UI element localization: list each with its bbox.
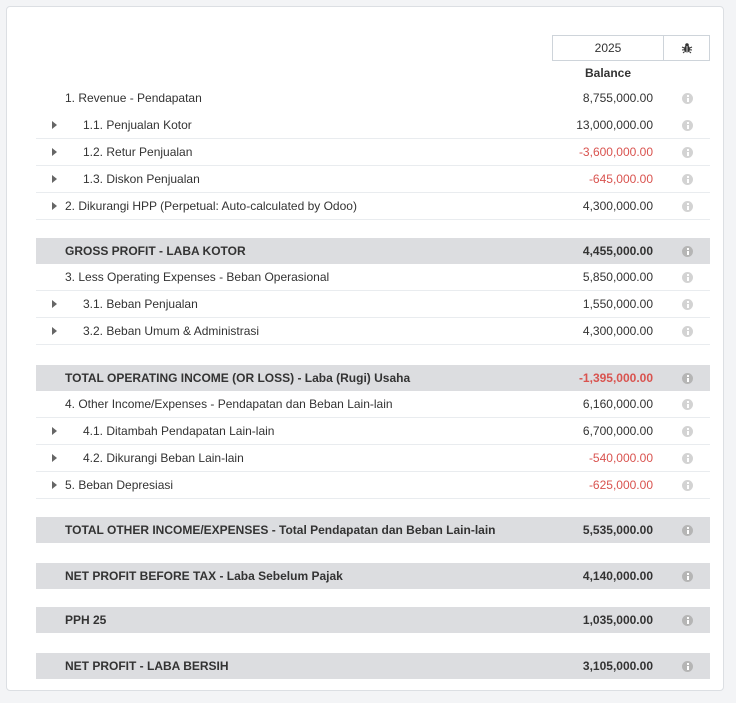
line-label: 3. Less Operating Expenses - Beban Operasional [65,270,330,284]
info-icon[interactable] [682,399,693,410]
line-amount: 1,550,000.00 [582,297,653,311]
report-table [36,85,710,679]
line-amount: -625,000.00 [588,478,653,492]
section-spacer [36,633,710,653]
report-line[interactable] [36,139,710,166]
caret-right-icon[interactable] [52,175,57,183]
line-amount: -540,000.00 [588,451,653,465]
report-line[interactable] [36,85,710,112]
line-amount: 4,300,000.00 [582,324,653,338]
line-label: 1. Revenue - Pendapatan [65,91,202,105]
info-icon[interactable] [682,147,693,158]
section-spacer [36,499,710,517]
info-icon[interactable] [682,615,693,626]
total-row [36,607,710,633]
total-label: PPH 25 [65,613,107,627]
total-label: TOTAL OPERATING INCOME (OR LOSS) - Laba (Rugi) Usaha [65,371,411,385]
section-spacer [36,220,710,238]
section-spacer [36,589,710,607]
info-icon[interactable] [682,525,693,536]
caret-right-icon[interactable] [52,300,57,308]
info-icon[interactable] [682,246,693,257]
caret-right-icon[interactable] [52,121,57,129]
info-icon[interactable] [682,299,693,310]
total-amount: 5,535,000.00 [582,523,653,537]
info-icon[interactable] [682,453,693,464]
report-line[interactable] [36,291,710,318]
caret-right-icon[interactable] [52,202,57,210]
report-line[interactable] [36,166,710,193]
line-label: 2. Dikurangi HPP (Perpetual: Auto-calculated by Odoo) [65,199,357,213]
info-icon[interactable] [682,272,693,283]
total-label: TOTAL OTHER INCOME/EXPENSES - Total Pendapatan dan Beban Lain-lain [65,523,496,537]
caret-right-icon[interactable] [52,427,57,435]
info-icon[interactable] [682,661,693,672]
line-label: 4.1. Ditambah Pendapatan Lain-lain [83,424,275,438]
line-amount: -3,600,000.00 [578,145,653,159]
info-icon[interactable] [682,426,693,437]
report-line[interactable] [36,193,710,220]
info-icon[interactable] [682,373,693,384]
total-label: NET PROFIT - LABA BERSIH [65,659,229,673]
line-label: 3.2. Beban Umum & Administrasi [83,324,260,338]
report-line[interactable] [36,318,710,345]
report-line[interactable] [36,472,710,499]
line-label: 1.3. Diskon Penjualan [83,172,200,186]
line-amount: 13,000,000.00 [576,118,653,132]
line-label: 1.2. Retur Penjualan [83,145,193,159]
total-amount: -1,395,000.00 [578,371,653,385]
total-row [36,563,710,589]
info-icon[interactable] [682,120,693,131]
total-row [36,653,710,679]
total-label: NET PROFIT BEFORE TAX - Laba Sebelum Pajak [65,569,343,583]
line-label: 5. Beban Depresiasi [65,478,174,492]
report-line[interactable] [36,418,710,445]
column-header-year[interactable] [552,35,664,61]
total-amount: 4,455,000.00 [582,244,653,258]
section-spacer [36,543,710,563]
bug-icon [681,42,693,54]
report-line[interactable] [36,112,710,139]
info-icon[interactable] [682,571,693,582]
caret-right-icon[interactable] [52,148,57,156]
total-amount: 3,105,000.00 [582,659,653,673]
debug-button[interactable] [663,35,710,61]
line-amount: 6,160,000.00 [582,397,653,411]
balance-column-label: Balance [584,66,632,80]
total-amount: 4,140,000.00 [582,569,653,583]
line-label: 4. Other Income/Expenses - Pendapatan dan Beban Lain-lain [65,397,393,411]
line-amount: 6,700,000.00 [582,424,653,438]
total-label: GROSS PROFIT - LABA KOTOR [65,244,246,258]
section-spacer [36,345,710,365]
info-icon[interactable] [682,326,693,337]
report-line[interactable] [36,264,710,291]
caret-right-icon[interactable] [52,481,57,489]
caret-right-icon[interactable] [52,454,57,462]
total-row [36,238,710,264]
report-line[interactable] [36,445,710,472]
total-row [36,365,710,391]
line-label: 4.2. Dikurangi Beban Lain-lain [83,451,244,465]
total-row [36,517,710,543]
line-amount: 5,850,000.00 [582,270,653,284]
line-amount: 4,300,000.00 [582,199,653,213]
total-amount: 1,035,000.00 [582,613,653,627]
info-icon[interactable] [682,174,693,185]
line-label: 3.1. Beban Penjualan [83,297,198,311]
info-icon[interactable] [682,480,693,491]
info-icon[interactable] [682,201,693,212]
info-icon[interactable] [682,93,693,104]
line-amount: -645,000.00 [588,172,653,186]
report-card [6,6,724,691]
line-amount: 8,755,000.00 [582,91,653,105]
caret-right-icon[interactable] [52,327,57,335]
line-label: 1.1. Penjualan Kotor [83,118,192,132]
report-line[interactable] [36,391,710,418]
year-label: 2025 [594,41,622,55]
